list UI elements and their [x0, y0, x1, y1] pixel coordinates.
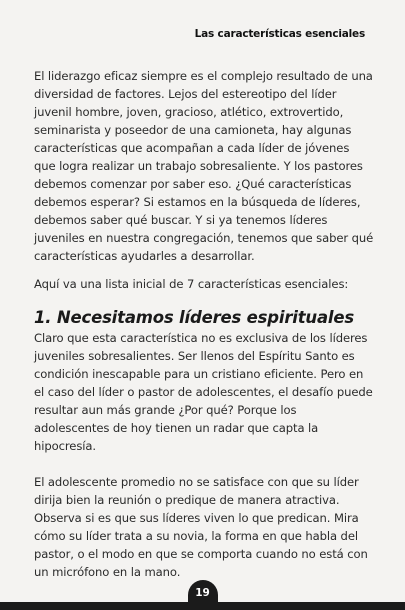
intro-paragraph: El liderazgo eficaz siempre es el complejo resultado de una diversidad de factores. Lejos del estereotipo del líder juvenil hombre, joven, gracioso, atlético, extrovertido, seminarista y poseedor de una camioneta, hay algunas características que acompañan a cada líder de jóvenes que logra realizar un trabajo sobresaliente. Y los pastores debemos comenzar por saber eso. ¿Qué características debemos esperar? Si estamos en la búsqueda de líderes, debemos saber qué buscar. Y si ya tenemos líderes juveniles en nuestra congregación, tenemos que saber qué características ayudarles a desarrollar. — [34, 69, 374, 263]
section-paragraph-2: El adolescente promedio no se satisface con que su líder dirija bien la reunión o predique de manera atractiva. Observa si es que sus líderes viven lo que predican. Mira cómo su líder trata a su novia, la forma en que habla del pastor, o el modo en que se comporta cuando no está con un micrófono en la mano. — [34, 475, 368, 579]
list-intro-paragraph: Aquí va una lista inicial de 7 características esenciales: — [34, 277, 349, 291]
page-body — [34, 67, 374, 581]
section-paragraph: Claro que esta característica no es exclusiva de los líderes juveniles sobresalientes. Ser llenos del Espíritu Santo es condición inescapable para un cristiano eficiente. Pero en el caso del líder o pastor de adolescentes, el desafío puede resultar aun más grande ¿Por qué? Porque los adolescentes de hoy tienen un radar que capta la hipocresía. — [34, 331, 373, 453]
page-number: 19 — [188, 580, 218, 610]
running-head: Las características esenciales — [194, 28, 365, 40]
section-heading: 1. Necesitamos líderes espirituales — [34, 308, 354, 327]
